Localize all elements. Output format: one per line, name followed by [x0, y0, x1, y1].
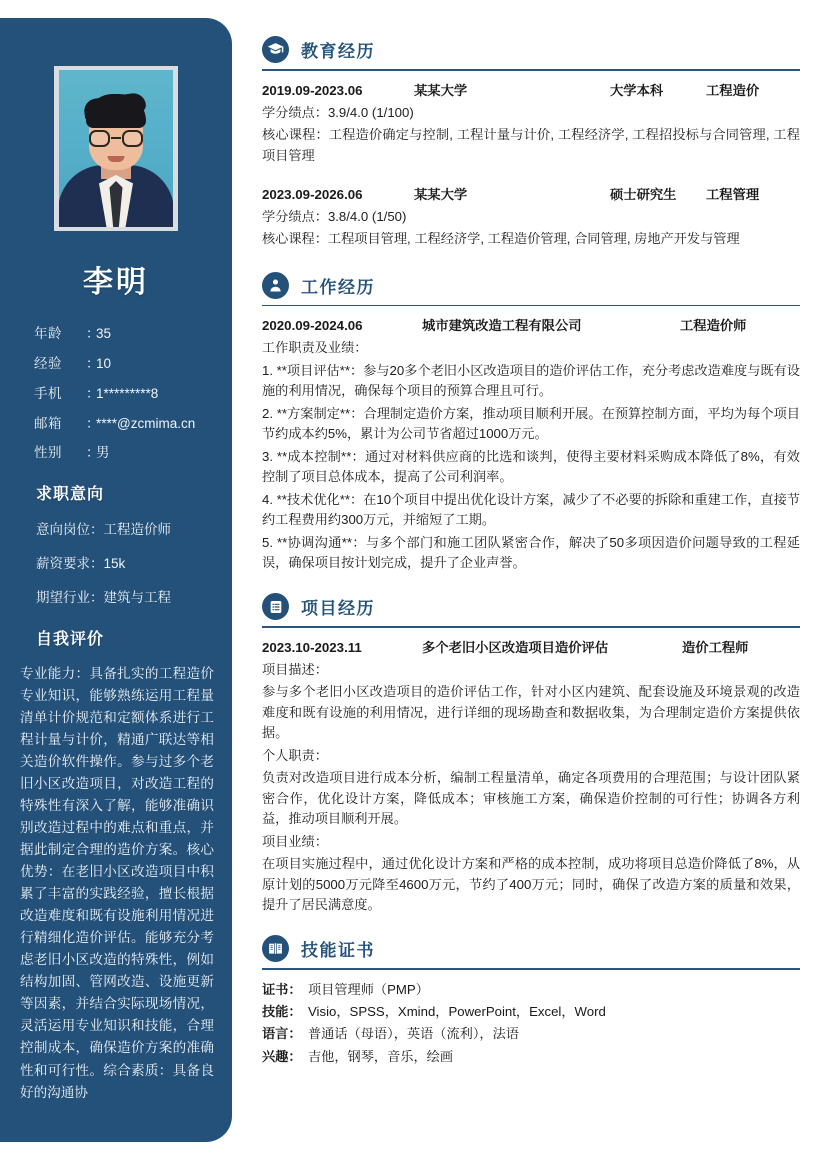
skill-key: 语言：: [262, 1026, 302, 1042]
work-item: 3. **成本控制**：通过对材料供应商的比选和谈判，使得主要材料采购成本降低了8%，有效控制了项目总体成本，提高了公司利润率。: [262, 448, 800, 485]
project-role: 造价工程师: [682, 640, 749, 656]
list-document-icon: [262, 593, 289, 620]
self-evaluation-text: 专业能力：具备扎实的工程造价专业知识，能够熟练运用工程量清单计价规范和定额体系进行工程计量与计价，精通广联达等相关造价软件操作。参与过多个老旧小区改造项目，对改造工程的特殊性有深入了解，能够准确识别改造过程中的难点和重点，并据此制定合理的造价方案。核心优势：在老旧小区改造项目中积累了丰富的实践经验，擅长根据改造难度和既有设施利用情况进行精细化造价评估。能够充分考虑老旧小区改造的特殊性，例如结构加固、管网改造、设施更新等因素，并结合实际现场情况，灵活运用专业知识和技能，合理控制成本，确保造价方案的准确性和可行性。综合素质：具备良好的沟通协: [20, 666, 214, 1100]
info-label: 年龄: [34, 326, 62, 341]
project-title: 项目经历: [301, 599, 375, 619]
info-label: 邮箱: [34, 415, 62, 431]
education-degree: 硕士研究生: [610, 186, 677, 202]
portrait-photo: [59, 70, 173, 227]
project-period: 2023.10-2023.11: [262, 640, 362, 656]
divider: [262, 305, 800, 307]
info-separator: ：: [86, 445, 100, 461]
education-entry: [262, 80, 800, 166]
work-role: 工程造价师: [680, 318, 747, 334]
info-label: 手机: [34, 385, 62, 401]
education-courses: [262, 229, 800, 249]
education-period: 2023.09-2026.06: [262, 186, 363, 202]
avatar: [54, 66, 178, 231]
info-value: ****@zcmima.cn: [96, 415, 196, 431]
education-major: 工程造价: [706, 82, 760, 98]
info-separator: ：: [86, 355, 100, 371]
education-degree: 大学本科: [610, 82, 664, 98]
project-duty-value: 负责对改造项目进行成本分析，编制工程量清单，确定各项费用的合理范围；与设计团队紧密合作，优化设计方案，降低成本；审核施工方案，确保造价控制的可行性；协调各方利益，推动项目顺利开展。: [262, 770, 800, 827]
education-entry: [262, 184, 800, 250]
work-company: 城市建筑改造工程有限公司: [422, 318, 582, 334]
info-row-age: [34, 327, 214, 342]
skill-row-interests: [262, 1046, 800, 1068]
education-period: 2019.09-2023.06: [262, 82, 363, 98]
info-row-phone: [34, 387, 214, 402]
project-result-value: 在项目实施过程中，通过优化设计方案和严格的成本控制，成功将项目总造价降低了8%，从原计划的5000万元降至4600万元，节约了400万元；同时，确保了改造方案的质量和效果，提升了居民满意度。: [262, 856, 800, 913]
section-project: [262, 593, 800, 915]
education-major: 工程管理: [706, 186, 760, 202]
info-row-email: [34, 417, 214, 432]
skills-header: [262, 935, 800, 962]
project-duty-label: 个人职责：: [262, 747, 328, 763]
graduation-cap-icon: [262, 36, 289, 63]
education-title: 教育经历: [301, 42, 375, 61]
education-entry-head: [262, 184, 800, 203]
education-gpa-value: 3.8/4.0 (1/50): [327, 208, 407, 224]
skill-value: 吉他，钢琴，音乐，绘画: [308, 1048, 454, 1064]
project-desc-label: 项目描述：: [262, 662, 328, 678]
work-item: 4. **技术优化**：在10个项目中提出优化设计方案，减少了不必要的拆除和重建工作，直接节约工程费用约300万元，并缩短了工期。: [262, 491, 800, 528]
section-skills: [262, 935, 800, 1067]
education-gpa-value: 3.9/4.0 (1/100): [327, 104, 414, 120]
education-gpa-label: 学分绩点：: [262, 104, 328, 120]
person-badge-icon: [262, 272, 289, 299]
info-value: 10: [96, 355, 112, 371]
divider: [262, 626, 800, 628]
education-gpa: [262, 207, 800, 227]
work-item: 2. **方案制定**：合理制定造价方案，推动项目顺利开展。在预算控制方面，平均为每个项目节约成本约5%，累计为公司节省超过1000万元。: [262, 405, 800, 442]
info-label: 性别: [34, 445, 62, 461]
info-separator: ：: [86, 326, 100, 341]
education-school: 某某大学: [414, 82, 468, 98]
work-entry-head: [262, 315, 800, 334]
project-name: 多个老旧小区改造项目造价评估: [422, 640, 609, 656]
info-value: 1*********8: [96, 385, 159, 401]
info-separator: ：: [86, 385, 100, 401]
job-intent-industry: 期望行业：建筑与工程: [36, 590, 171, 606]
education-school: 某某大学: [414, 186, 468, 202]
open-book-icon: [262, 935, 289, 962]
education-gpa: [262, 103, 800, 123]
education-entry-head: [262, 80, 800, 99]
skill-value: Visio，SPSS，Xmind，PowerPoint，Excel，Word: [308, 1004, 606, 1020]
skill-key: 证书：: [262, 982, 302, 998]
education-gpa-label: 学分绩点：: [262, 208, 328, 224]
job-intent-position: 意向岗位：工程造价师: [36, 522, 171, 538]
main-content: [262, 0, 800, 1068]
work-duty-label: 工作职责及业绩：: [262, 340, 368, 356]
skill-row-languages: [262, 1023, 800, 1045]
work-title: 工作经历: [301, 277, 375, 297]
education-courses-label: 核心课程：: [262, 231, 328, 247]
education-header: [262, 36, 800, 63]
job-intent-heading: 求职意向: [36, 486, 105, 504]
divider: [262, 69, 800, 71]
project-header: [262, 593, 800, 620]
sidebar: [0, 18, 232, 1142]
contact-info-list: [18, 327, 214, 461]
job-intent-salary: 薪资要求：15k: [36, 556, 126, 572]
project-desc-value: 参与多个老旧小区改造项目的造价评估工作，针对小区内建筑、配套设施及环境景观的改造难度和既有设施的利用情况，进行详细的现场勘查和数据收集，为合理制定造价方案提供依据。: [262, 684, 800, 741]
info-separator: ：: [86, 415, 100, 431]
education-courses-value: 工程项目管理, 工程经济学, 工程造价管理, 合同管理, 房地产开发与管理: [327, 231, 740, 247]
section-education: [262, 36, 800, 250]
skills-title: 技能证书: [301, 941, 375, 961]
skill-key: 技能：: [262, 1004, 302, 1020]
skill-row-certificate: [262, 979, 800, 1001]
skill-value: 普通话（母语），英语（流利），法语: [308, 1026, 519, 1042]
candidate-name: 李明: [83, 266, 149, 299]
education-courses: [262, 125, 800, 166]
skill-row-skills: [262, 1001, 800, 1023]
education-courses-label: 核心课程：: [262, 127, 329, 143]
project-result-label: 项目业绩：: [262, 833, 328, 849]
skill-key: 兴趣：: [262, 1048, 302, 1064]
work-item: 5. **协调沟通**：与多个部门和施工团队紧密合作，解决了50多项因造价问题导致的工程延误，确保项目按计划完成，提升了企业声誉。: [262, 534, 800, 570]
info-row-gender: [34, 446, 214, 461]
divider: [262, 968, 800, 970]
project-entry-head: [262, 637, 800, 656]
section-work: [262, 272, 800, 574]
work-period: 2020.09-2024.06: [262, 318, 363, 334]
self-evaluation-heading: 自我评价: [36, 631, 105, 649]
info-label: 经验: [34, 355, 62, 371]
education-courses-value: 工程造价确定与控制, 工程计量与计价, 工程经济学, 工程招投标与合同管理, 工程项目管理: [262, 127, 800, 163]
work-item: 1. **项目评估**：参与20多个老旧小区改造项目的造价评估工作，充分考虑改造难度与既有设施的利用情况，确保每个项目的预算合理且可行。: [262, 362, 800, 399]
info-value: 35: [96, 326, 112, 341]
info-value: 男: [96, 445, 110, 461]
work-header: [262, 272, 800, 299]
info-row-experience: [34, 357, 214, 372]
skill-value: 项目管理师（PMP）: [308, 982, 429, 998]
